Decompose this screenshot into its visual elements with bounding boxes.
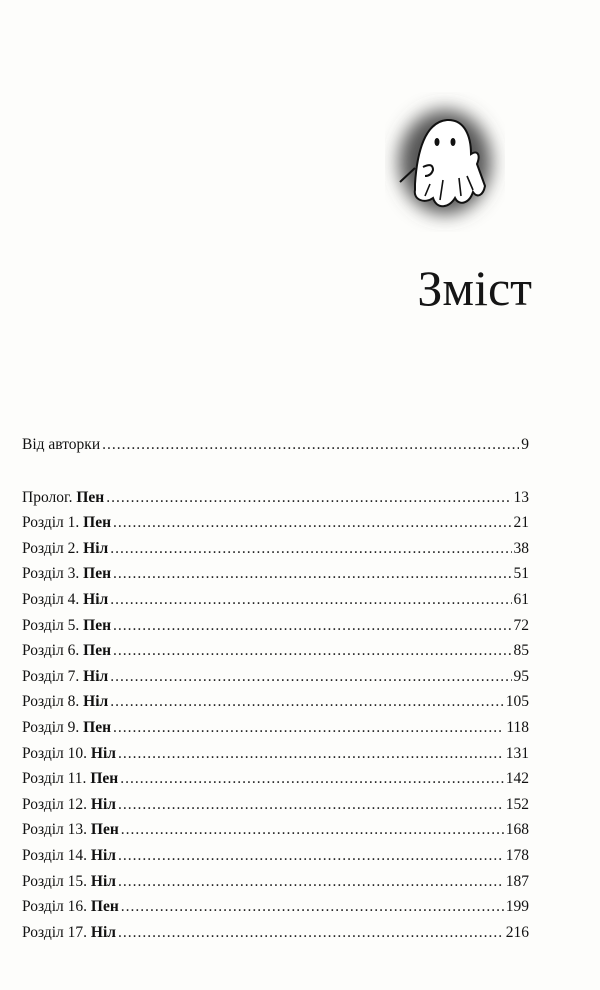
chapter-prefix: Розділ 3. bbox=[22, 565, 84, 583]
toc-entry-label bbox=[22, 796, 116, 814]
toc-entry-label bbox=[22, 719, 111, 737]
page-title: Зміст bbox=[417, 260, 532, 316]
toc-entry-label bbox=[22, 821, 119, 839]
chapter-prefix: Розділ 13. bbox=[22, 821, 91, 839]
toc-entry-label bbox=[22, 540, 108, 558]
chapter-prefix: Розділ 5. bbox=[22, 616, 84, 634]
toc-entry-label bbox=[22, 591, 108, 609]
toc-entry[interactable] bbox=[22, 436, 529, 462]
toc-entry-label bbox=[22, 514, 111, 532]
toc-entry[interactable] bbox=[22, 873, 529, 899]
page-number: 95 bbox=[513, 667, 529, 685]
toc-entry[interactable] bbox=[22, 617, 529, 643]
narrator-name: Ніл bbox=[90, 795, 116, 813]
narrator-name: Пен bbox=[83, 514, 112, 532]
chapter-prefix: Розділ 1. bbox=[22, 514, 84, 532]
chapter-prefix: Розділ 14. bbox=[22, 846, 91, 864]
narrator-name: Ніл bbox=[90, 923, 116, 941]
chapter-prefix: Розділ 11. bbox=[22, 770, 91, 788]
page-number: 152 bbox=[505, 795, 529, 813]
narrator-name: Ніл bbox=[83, 667, 109, 685]
toc-entry-label bbox=[22, 693, 108, 711]
narrator-name: Пен bbox=[76, 488, 105, 506]
toc-entry[interactable] bbox=[22, 898, 529, 924]
chapter-prefix: Від авторки bbox=[22, 436, 101, 453]
toc-entry[interactable] bbox=[22, 668, 529, 694]
dot-leader bbox=[121, 898, 504, 916]
table-of-contents bbox=[22, 436, 529, 949]
dot-leader bbox=[110, 540, 511, 558]
page-number: 72 bbox=[513, 616, 529, 634]
dot-leader bbox=[113, 565, 511, 583]
toc-entry-label bbox=[22, 668, 108, 686]
toc-entry[interactable] bbox=[22, 591, 529, 617]
page-number: 105 bbox=[505, 693, 529, 711]
dot-leader bbox=[102, 436, 519, 454]
narrator-name: Пен bbox=[90, 898, 119, 916]
toc-entry[interactable] bbox=[22, 719, 529, 745]
narrator-name: Пен bbox=[83, 565, 112, 583]
page-number: 142 bbox=[505, 770, 529, 788]
dot-leader bbox=[106, 489, 511, 507]
toc-entry-label bbox=[22, 873, 116, 891]
toc-entry[interactable] bbox=[22, 796, 529, 822]
toc-entry[interactable] bbox=[22, 642, 529, 668]
toc-entry-label bbox=[22, 924, 116, 942]
page-number: 13 bbox=[513, 488, 529, 506]
dot-leader bbox=[118, 873, 504, 891]
chapter-prefix: Розділ 7. bbox=[22, 667, 84, 685]
narrator-name: Ніл bbox=[90, 744, 116, 762]
narrator-name: Пен bbox=[83, 616, 112, 634]
toc-entry-label bbox=[22, 898, 119, 916]
narrator-name: Пен bbox=[83, 642, 112, 660]
page-number: 85 bbox=[513, 642, 529, 660]
toc-entry[interactable] bbox=[22, 693, 529, 719]
narrator-name: Ніл bbox=[83, 539, 109, 557]
toc-entry-label bbox=[22, 617, 111, 635]
toc-entry-label bbox=[22, 436, 100, 454]
page-number: 199 bbox=[505, 898, 529, 916]
narrator-name: Ніл bbox=[90, 846, 116, 864]
page-number: 178 bbox=[505, 846, 529, 864]
page-number: 51 bbox=[513, 565, 529, 583]
dot-leader bbox=[113, 719, 504, 737]
narrator-name: Ніл bbox=[90, 872, 116, 890]
toc-entry[interactable] bbox=[22, 540, 529, 566]
dot-leader bbox=[120, 770, 504, 788]
chapter-prefix: Розділ 8. bbox=[22, 693, 84, 711]
dot-leader bbox=[118, 924, 504, 942]
ghost-illustration bbox=[385, 92, 505, 232]
toc-entry-label bbox=[22, 770, 118, 788]
chapter-prefix: Розділ 6. bbox=[22, 642, 84, 660]
dot-leader bbox=[110, 668, 511, 686]
page-number: 9 bbox=[521, 436, 529, 453]
toc-entry[interactable] bbox=[22, 924, 529, 950]
chapter-prefix: Розділ 10. bbox=[22, 744, 91, 762]
toc-entry[interactable] bbox=[22, 745, 529, 771]
narrator-name: Ніл bbox=[83, 693, 109, 711]
page-number: 118 bbox=[506, 718, 529, 736]
dot-leader bbox=[110, 693, 504, 711]
page-number: 131 bbox=[505, 744, 529, 762]
toc-entry-label bbox=[22, 565, 111, 583]
chapter-prefix: Розділ 4. bbox=[22, 590, 84, 608]
page-number: 38 bbox=[513, 539, 529, 557]
chapter-prefix: Пролог. bbox=[22, 488, 77, 506]
toc-entry[interactable] bbox=[22, 489, 529, 515]
page-number: 21 bbox=[513, 514, 529, 532]
chapter-prefix: Розділ 12. bbox=[22, 795, 91, 813]
dot-leader bbox=[113, 642, 511, 660]
toc-entry[interactable] bbox=[22, 514, 529, 540]
toc-entry-label bbox=[22, 745, 116, 763]
page-number: 216 bbox=[505, 923, 529, 941]
chapter-prefix: Розділ 9. bbox=[22, 718, 84, 736]
chapter-prefix: Розділ 17. bbox=[22, 923, 91, 941]
narrator-name: Пен bbox=[90, 770, 119, 788]
chapter-prefix: Розділ 15. bbox=[22, 872, 91, 890]
toc-entry-label bbox=[22, 847, 116, 865]
chapter-prefix: Розділ 2. bbox=[22, 539, 84, 557]
narrator-name: Пен bbox=[83, 718, 112, 736]
page-number: 61 bbox=[513, 590, 529, 608]
dot-leader bbox=[118, 796, 504, 814]
toc-entry[interactable] bbox=[22, 821, 529, 847]
dot-leader bbox=[113, 617, 511, 635]
toc-entry-label bbox=[22, 642, 111, 660]
toc-entry[interactable] bbox=[22, 770, 529, 796]
dot-leader bbox=[118, 745, 504, 763]
page-number: 187 bbox=[505, 872, 529, 890]
dot-leader bbox=[121, 821, 504, 839]
narrator-name: Ніл bbox=[83, 590, 109, 608]
dot-leader bbox=[118, 847, 504, 865]
toc-entry[interactable] bbox=[22, 565, 529, 591]
dot-leader bbox=[113, 514, 511, 532]
toc-entry-label bbox=[22, 489, 104, 507]
toc-entry[interactable] bbox=[22, 847, 529, 873]
chapter-prefix: Розділ 16. bbox=[22, 898, 91, 916]
dot-leader bbox=[110, 591, 511, 609]
narrator-name: Пен bbox=[90, 821, 119, 839]
page-number: 168 bbox=[505, 821, 529, 839]
